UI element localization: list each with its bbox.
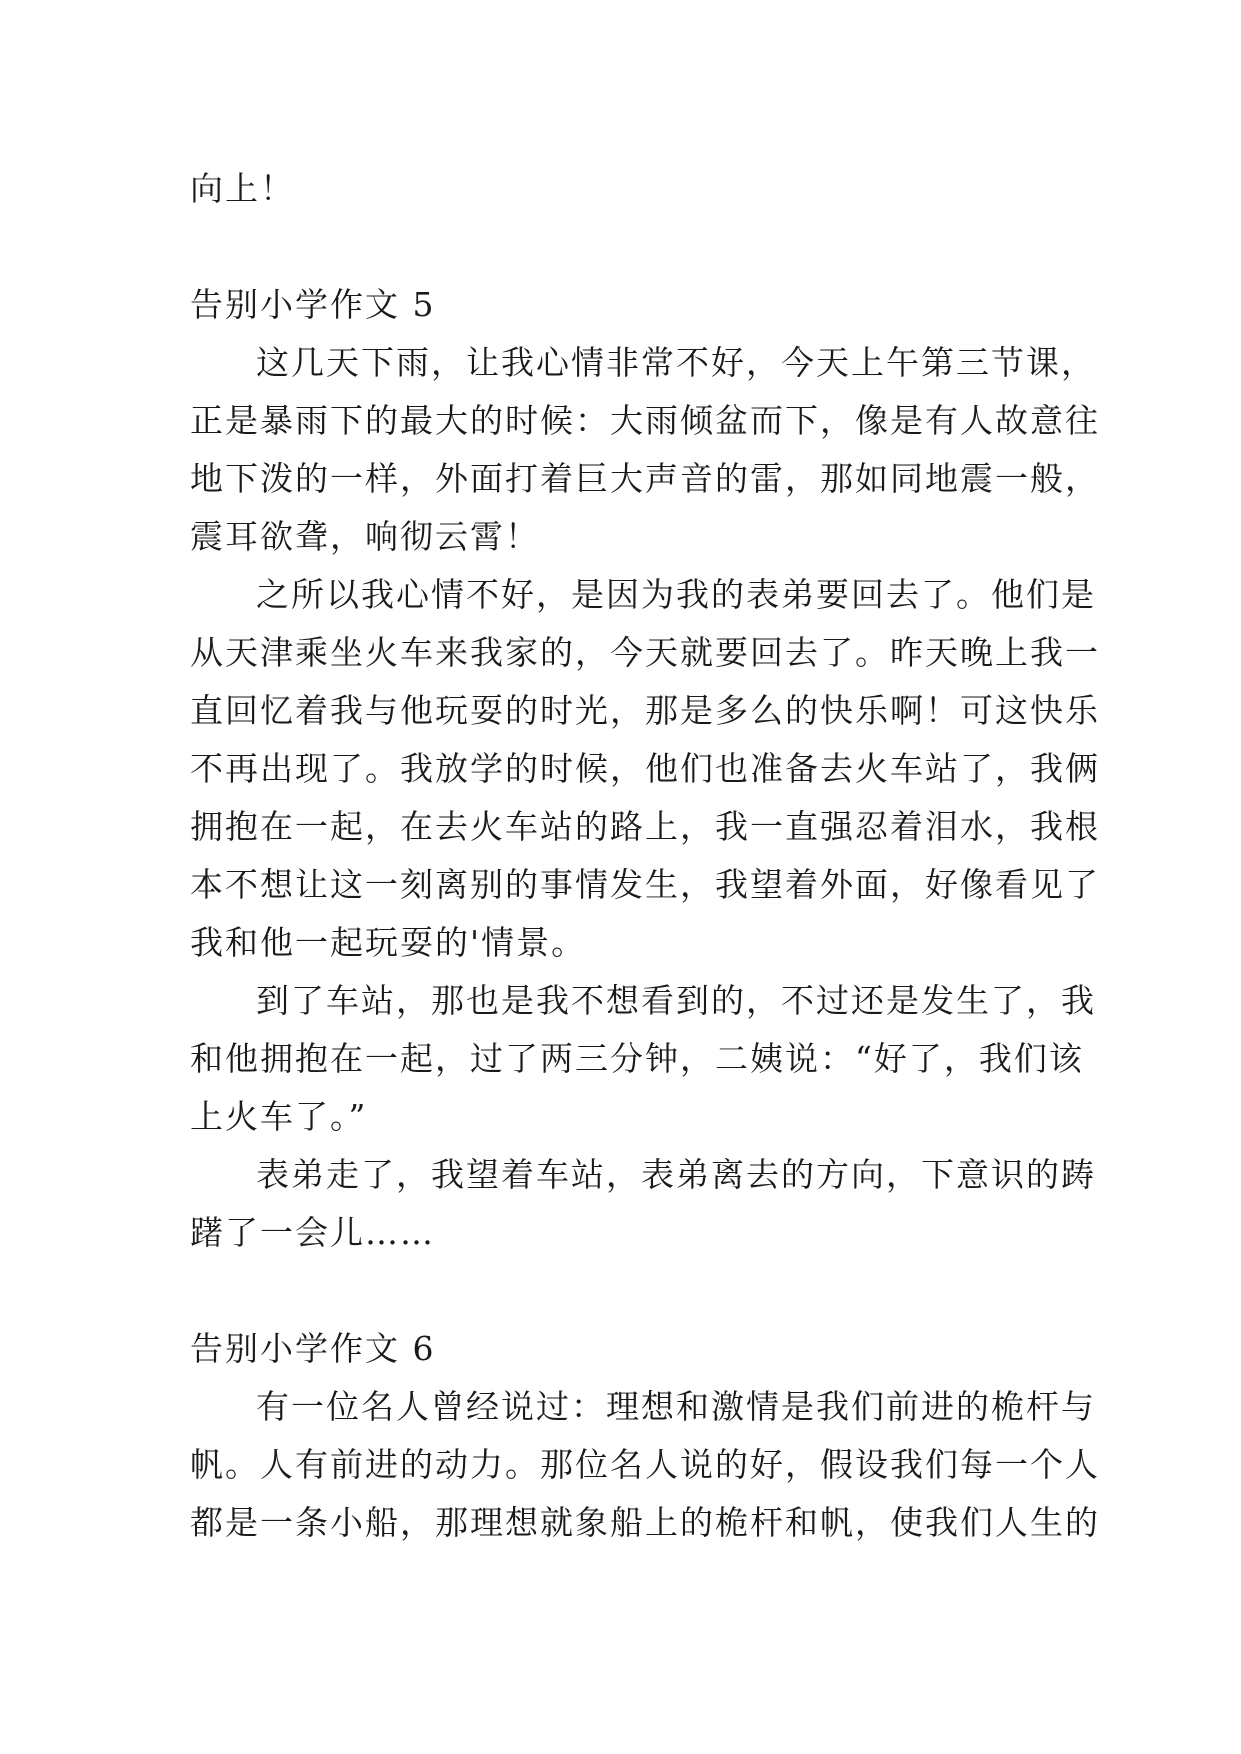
paragraph-line: 到了车站，那也是我不想看到的，不过还是发生了，我 [256, 981, 1096, 1020]
section-6-title: 告别小学作文 6 [190, 1329, 436, 1368]
section-spacer [190, 218, 1052, 276]
paragraph-line: 表弟走了，我望着车站，表弟离去的方向，下意识的踌 [256, 1155, 1096, 1194]
paragraph-line: 有一位名人曾经说过：理想和激情是我们前进的桅杆与 [256, 1387, 1096, 1426]
section-5-paragraph-3 [190, 972, 1096, 1146]
paragraph-line: 之所以我心情不好，是因为我的表弟要回去了。他们是 [256, 575, 1096, 614]
paragraph-line: 帆。人有前进的动力。那位名人说的好，假设我们每一个人 [190, 1445, 1100, 1484]
paragraph-line: 从天津乘坐火车来我家的，今天就要回去了。昨天晚上我一 [190, 633, 1100, 672]
paragraph-line: 不再出现了。我放学的时候，他们也准备去火车站了，我俩 [190, 749, 1100, 788]
paragraph-line: 拥抱在一起，在去火车站的路上，我一直强忍着泪水，我根 [190, 807, 1100, 846]
paragraph-line: 我和他一起玩耍的'情景。 [190, 923, 587, 962]
paragraph-line: 地下泼的一样，外面打着巨大声音的雷，那如同地震一般， [190, 459, 1100, 498]
section-5-paragraph-1 [190, 334, 1100, 566]
section-spacer [190, 1262, 1052, 1320]
paragraph-line: 都是一条小船，那理想就象船上的桅杆和帆，使我们人生的 [190, 1503, 1100, 1542]
section-5-paragraph-2 [190, 566, 1100, 972]
paragraph-line: 直回忆着我与他玩耍的时光，那是多么的快乐啊！可这快乐 [190, 691, 1100, 730]
paragraph-line: 本不想让这一刻离别的事情发生，我望着外面，好像看见了 [190, 865, 1100, 904]
paragraph-line: 震耳欲聋，响彻云霄！ [190, 517, 540, 556]
section-6-paragraph-1 [190, 1378, 1100, 1552]
section-5-title: 告别小学作文 5 [190, 285, 436, 324]
paragraph-line: 和他拥抱在一起，过了两三分钟，二姨说：“好了，我们该 [190, 1039, 1084, 1078]
section-5-paragraph-4 [190, 1146, 1096, 1262]
paragraph-line: 这几天下雨，让我心情非常不好，今天上午第三节课， [256, 343, 1096, 382]
top-fragment: 向上！ [190, 169, 295, 208]
paragraph-line: 躇了一会儿…… [190, 1213, 435, 1252]
paragraph-line: 上火车了。” [190, 1097, 368, 1136]
document-body [190, 160, 1100, 1552]
paragraph-line: 正是暴雨下的最大的时候：大雨倾盆而下，像是有人故意往 [190, 401, 1100, 440]
